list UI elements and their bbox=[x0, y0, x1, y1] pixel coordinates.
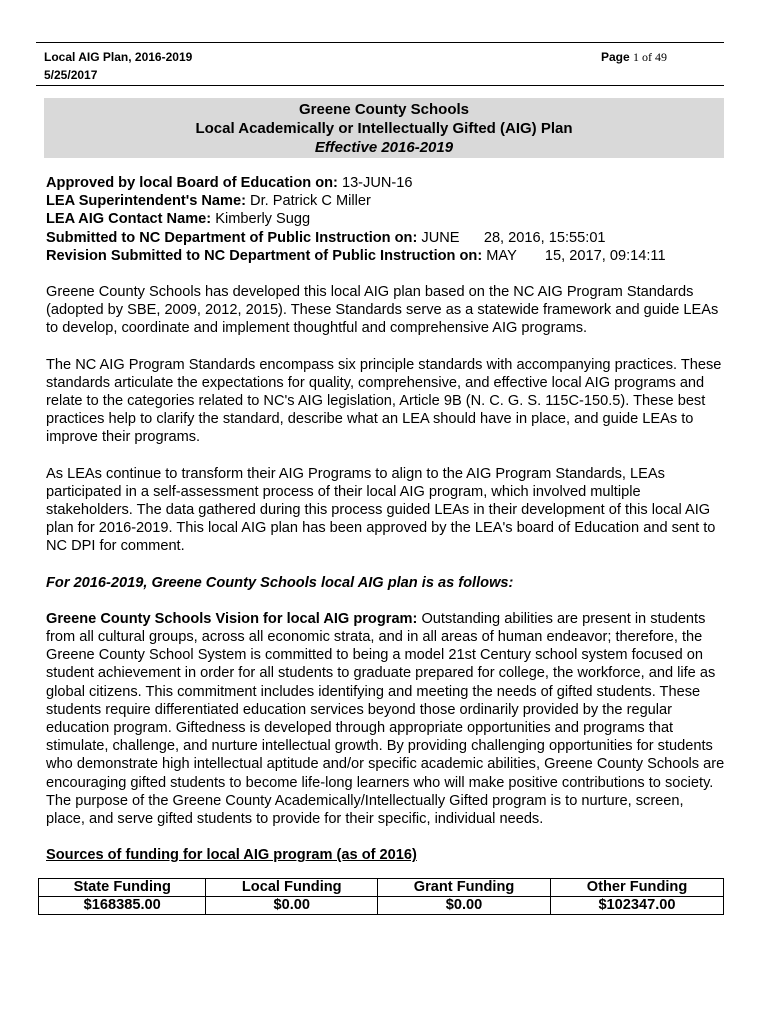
revision-line bbox=[46, 247, 726, 265]
title-line-3: Effective 2016-2019 bbox=[314, 139, 454, 156]
funding-value-other: $102347.00 bbox=[551, 897, 724, 915]
funding-value-state: $168385.00 bbox=[39, 897, 206, 915]
header-date: 5/25/2017 bbox=[44, 68, 98, 82]
header-left bbox=[44, 48, 192, 84]
submitted-label: Submitted to NC Department of Public Instruction on: bbox=[46, 229, 418, 246]
paragraph-1: Greene County Schools has developed this local AIG plan based on the NC AIG Program Standards (adopted by SBE, 2009, 2012, 2015). These Standards serve as a statewide framework and guide LEAs to develop, coordinate and implement thoughtful and comprehensive AIG programs. bbox=[46, 284, 719, 337]
title-line-1: Greene County Schools bbox=[298, 101, 470, 118]
page-label: Page bbox=[601, 50, 630, 64]
page-of: 1 of 49 bbox=[633, 50, 668, 64]
funding-header-local: Local Funding bbox=[206, 879, 378, 897]
vision-text: Outstanding abilities are present in students from all cultural groups, across all economic strata, and in all areas of human endeavor; therefore, the Greene County School System is committed to being a model 21st Century school system focused on student achievement in order for all students to graduate prepared for college, the workforce, and life as global citizens. This commitment includes identifying and meeting the needs of gifted students. These students require differentiated education services beyond those ordinarily provided by the regular education program. Giftedness is developed through appropriate opportunities and programs that stimulate, challenge, and nurture intellectual growth. By providing challenging opportunities for students who demonstrate high intellectual aptitude and/or specific academic abilities, Greene County Schools are encouraging gifted students to become life-long learners who will make positive contributions to society. The purpose of the Greene County Academically/Intellectually Gifted program is to nurture, screen, place, and serve gifted students to provide for their specific, individual needs. bbox=[46, 610, 725, 828]
funding-value-row bbox=[39, 897, 724, 915]
submitted-value: JUNE 28, 2016, 15:55:01 bbox=[421, 229, 606, 246]
contact-label: LEA AIG Contact Name: bbox=[46, 211, 212, 228]
funding-value-grant: $0.00 bbox=[378, 897, 551, 915]
page-header bbox=[36, 42, 724, 86]
vision-paragraph bbox=[46, 610, 726, 828]
superintendent-line bbox=[46, 192, 726, 210]
title-block bbox=[44, 98, 724, 158]
plan-name: Local AIG Plan, 2016-2019 bbox=[44, 50, 193, 64]
funding-table bbox=[38, 878, 724, 915]
document-body bbox=[46, 174, 726, 865]
superintendent-value: Dr. Patrick C Miller bbox=[250, 193, 371, 210]
contact-line bbox=[46, 210, 726, 228]
revision-value: MAY 15, 2017, 09:14:11 bbox=[486, 247, 666, 264]
funding-value-local: $0.00 bbox=[206, 897, 378, 915]
submitted-line bbox=[46, 229, 726, 247]
funding-header-state: State Funding bbox=[39, 879, 206, 897]
funding-header-row bbox=[39, 879, 724, 897]
board-value: 13-JUN-16 bbox=[341, 175, 413, 191]
board-approval-line bbox=[46, 174, 726, 192]
contact-value: Kimberly Sugg bbox=[215, 211, 311, 228]
superintendent-label: LEA Superintendent's Name: bbox=[46, 193, 246, 210]
title-line-2: Local Academically or Intellectually Gifted (AIG) Plan bbox=[195, 120, 573, 137]
paragraph-3: As LEAs continue to transform their AIG Programs to align to the AIG Program Standards, LEAs participated in a self-assessment process of their local AIG program, which involved multiple stakeholders. The data gathered during this process guided LEAs in their development of this local AIG plan for 2016-2019. This local AIG plan has been approved by the LEA's board of Education and sent to NC DPI for comment. bbox=[46, 465, 716, 555]
vision-label: Greene County Schools Vision for local AIG program: bbox=[46, 610, 418, 627]
page-number bbox=[601, 48, 667, 66]
funding-header-grant: Grant Funding bbox=[378, 879, 551, 897]
revision-label: Revision Submitted to NC Department of Public Instruction on: bbox=[46, 247, 483, 264]
funding-title: Sources of funding for local AIG program (as of 2016) bbox=[46, 847, 417, 864]
board-label: Approved by local Board of Education on: bbox=[46, 175, 338, 191]
paragraph-2: The NC AIG Program Standards encompass six principle standards with accompanying practices. These standards articulate the expectations for quality, comprehensive, and effective local AIG programs and relate to the categories related to NC's AIG legislation, Article 9B (N. C. G. S. 115C-150.5). These best practices help to clarify the standard, describe what an LEA should have in place, and guide LEAs to improve their programs. bbox=[46, 356, 722, 446]
plan-intro: For 2016-2019, Greene County Schools local AIG plan is as follows: bbox=[46, 574, 514, 591]
funding-header-other: Other Funding bbox=[551, 879, 724, 897]
